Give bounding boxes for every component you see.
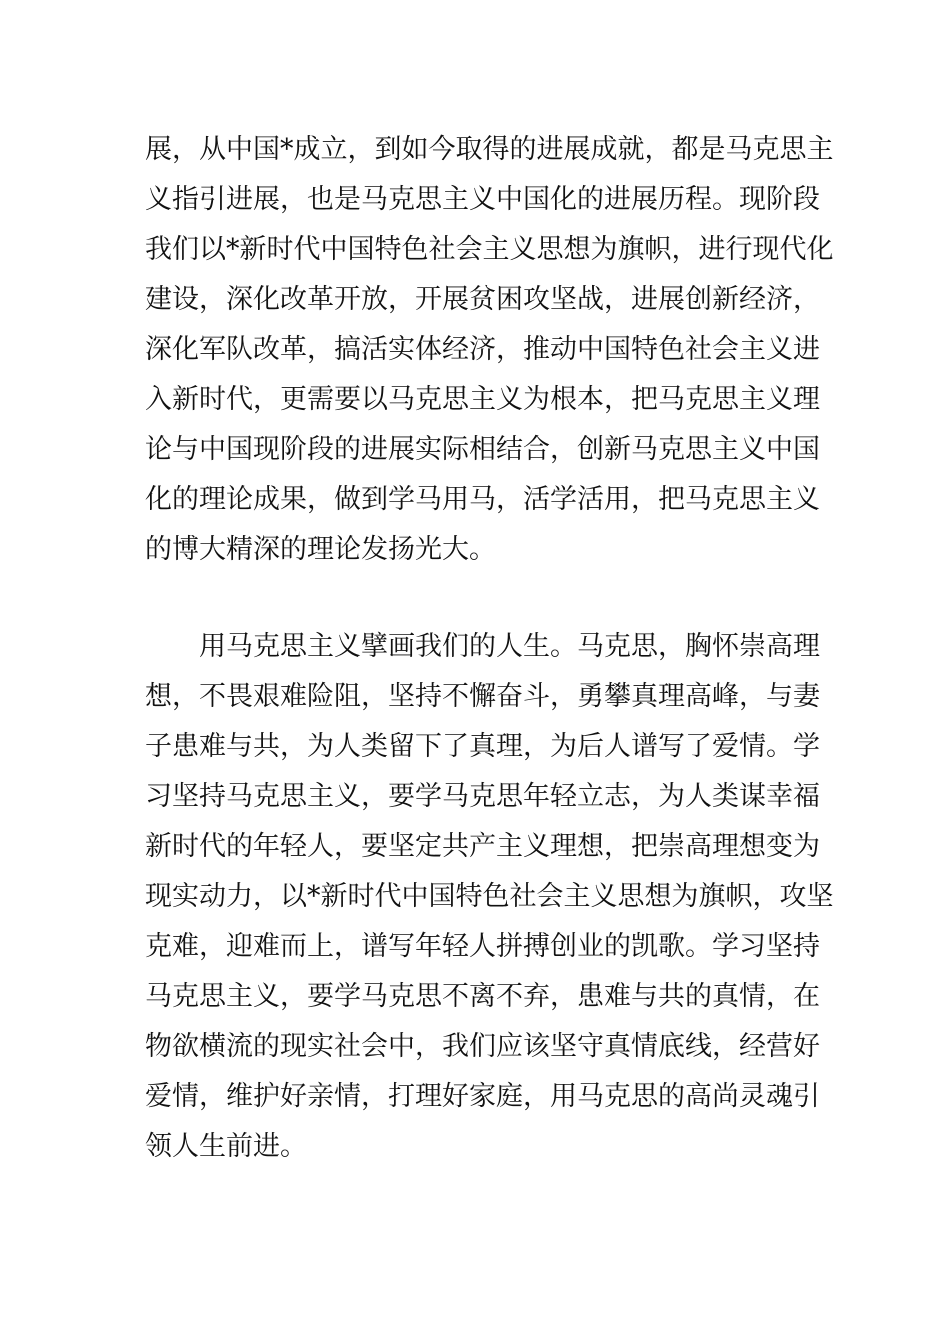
- paragraph-1-line-9: 的博大精深的理论发扬光大。: [145, 534, 496, 565]
- paragraph-2-line-9: 物欲横流的现实社会中，我们应该坚守真情底线，经营好: [145, 1031, 820, 1062]
- paragraph-2-line-3: 子患难与共，为人类留下了真理，为后人谱写了爱情。学: [145, 731, 820, 762]
- paragraph-2-line-5: 新时代的年轻人，要坚定共产主义理想，把崇高理想变为: [145, 831, 820, 862]
- paragraph-1-line-8: 化的理论成果，做到学马用马，活学活用，把马克思主义: [145, 484, 820, 515]
- paragraph-2-line-8: 马克思主义，要学马克思不离不弃，患难与共的真情，在: [145, 981, 820, 1012]
- paragraph-2-line-11: 领人生前进。: [145, 1131, 307, 1162]
- paragraph-2-line-2: 想，不畏艰难险阻，坚持不懈奋斗，勇攀真理高峰，与妻: [145, 681, 820, 712]
- paragraph-1-line-7: 论与中国现阶段的进展实际相结合，创新马克思主义中国: [145, 434, 820, 465]
- paragraph-1-line-6: 入新时代，更需要以马克思主义为根本，把马克思主义理: [145, 384, 820, 415]
- paragraph-2-line-6: 现实动力，以*新时代中国特色社会主义思想为旗帜，攻坚: [145, 881, 834, 912]
- paragraph-2-line-1: 用马克思主义擘画我们的人生。马克思，胸怀崇高理: [199, 631, 820, 662]
- paragraph-1-line-3: 我们以*新时代中国特色社会主义思想为旗帜，进行现代化: [145, 234, 834, 265]
- paragraph-1-line-1: 展，从中国*成立，到如今取得的进展成就，都是马克思主: [145, 134, 834, 165]
- paragraph-1-line-4: 建设，深化改革开放，开展贫困攻坚战，进展创新经济，: [145, 284, 820, 315]
- paragraph-2-line-4: 习坚持马克思主义，要学马克思年轻立志，为人类谋幸福: [145, 781, 820, 812]
- paragraph-1-line-5: 深化军队改革，搞活实体经济，推动中国特色社会主义进: [145, 334, 820, 365]
- paragraph-1-line-2: 义指引进展，也是马克思主义中国化的进展历程。现阶段: [145, 184, 820, 215]
- paragraph-2-line-7: 克难，迎难而上，谱写年轻人拼搏创业的凯歌。学习坚持: [145, 931, 820, 962]
- paragraph-2-line-10: 爱情，维护好亲情，打理好家庭，用马克思的高尚灵魂引: [145, 1081, 820, 1112]
